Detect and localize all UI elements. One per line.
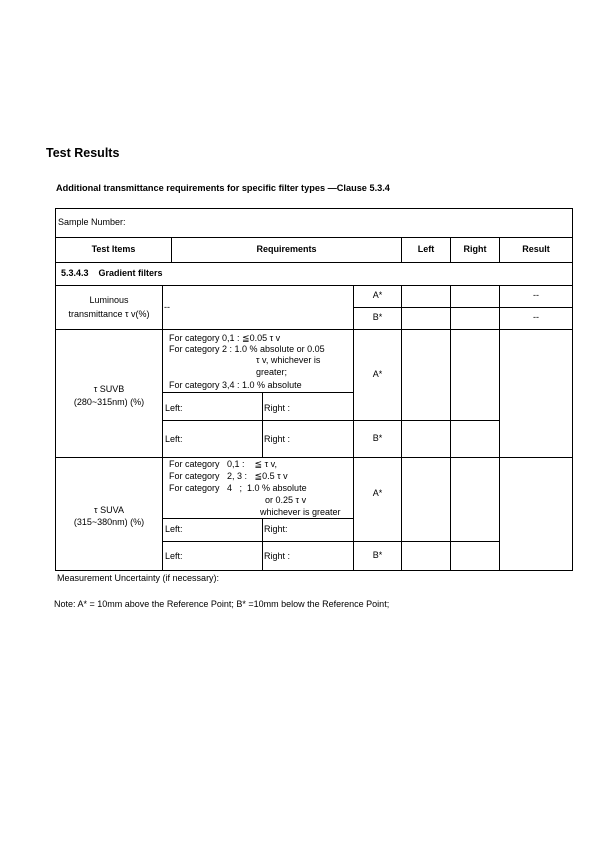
header-result: Result [522, 244, 550, 254]
luminous-item-line1: Luminous [89, 295, 129, 305]
luminous-pos-b: B* [372, 312, 383, 322]
suvb-req-line4: greater; [256, 367, 288, 377]
suva-right-a-label: Right: [264, 524, 288, 534]
suva-right-b-label: Right : [264, 551, 291, 561]
suvb-req-line2: For category 2 : 1.0 % absolute or 0.05 [169, 344, 325, 354]
luminous-requirement: -- [164, 302, 170, 312]
table-caption: Additional transmittance requirements for specific filter types —Clause 5.3.4 [56, 183, 390, 193]
suvb-pos-a: A* [372, 369, 383, 379]
suva-item-line2: (315~380nm) (%) [73, 517, 145, 527]
sample-number-label: Sample Number: [58, 217, 126, 227]
suva-req-line3: For category 4 ; 1.0 % absolute [169, 483, 307, 493]
suva-left-b-label: Left: [165, 551, 183, 561]
suvb-req-line5: For category 3,4 : 1.0 % absolute [169, 380, 302, 390]
suva-req-line4: or 0.25 τ v [265, 495, 307, 505]
header-test-items: Test Items [91, 244, 136, 254]
luminous-result-a: -- [533, 290, 539, 300]
header-right: Right [463, 244, 487, 254]
suvb-item-line1: τ SUVB [93, 384, 125, 394]
uncertainty-text: Measurement Uncertainty (if necessary): [57, 573, 220, 583]
reference-note: Note: A* = 10mm above the Reference Point; B* =10mm below the Reference Point; [54, 599, 390, 609]
suva-pos-b: B* [372, 550, 383, 560]
suva-req-line1: For category 0,1 : ≦ τ v, [169, 459, 277, 469]
suvb-req-line3: τ v, whichever is [256, 355, 321, 365]
header-requirements: Requirements [256, 244, 317, 254]
suvb-right-a-label: Right : [264, 403, 291, 413]
suva-item-line1: τ SUVA [94, 505, 124, 515]
page-title: Test Results [46, 146, 120, 160]
section-heading: 5.3.4.3 Gradient filters [61, 268, 163, 278]
suva-req-line5: whichever is greater [260, 507, 341, 517]
suvb-req-line1: For category 0,1 : ≦0.05 τ v [169, 333, 281, 343]
suvb-right-b-label: Right : [264, 434, 291, 444]
suva-pos-a: A* [372, 488, 383, 498]
suvb-left-b-label: Left: [165, 434, 183, 444]
suvb-item-line2: (280~315nm) (%) [73, 397, 145, 407]
suvb-left-a-label: Left: [165, 403, 183, 413]
suva-req-line2: For category 2, 3 : ≦0.5 τ v [169, 471, 288, 481]
suva-left-a-label: Left: [165, 524, 183, 534]
suvb-pos-b: B* [372, 433, 383, 443]
header-left: Left [417, 244, 435, 254]
luminous-item-line2: transmittance τ v(%) [68, 309, 150, 319]
luminous-result-b: -- [533, 312, 539, 322]
luminous-pos-a: A* [372, 290, 383, 300]
